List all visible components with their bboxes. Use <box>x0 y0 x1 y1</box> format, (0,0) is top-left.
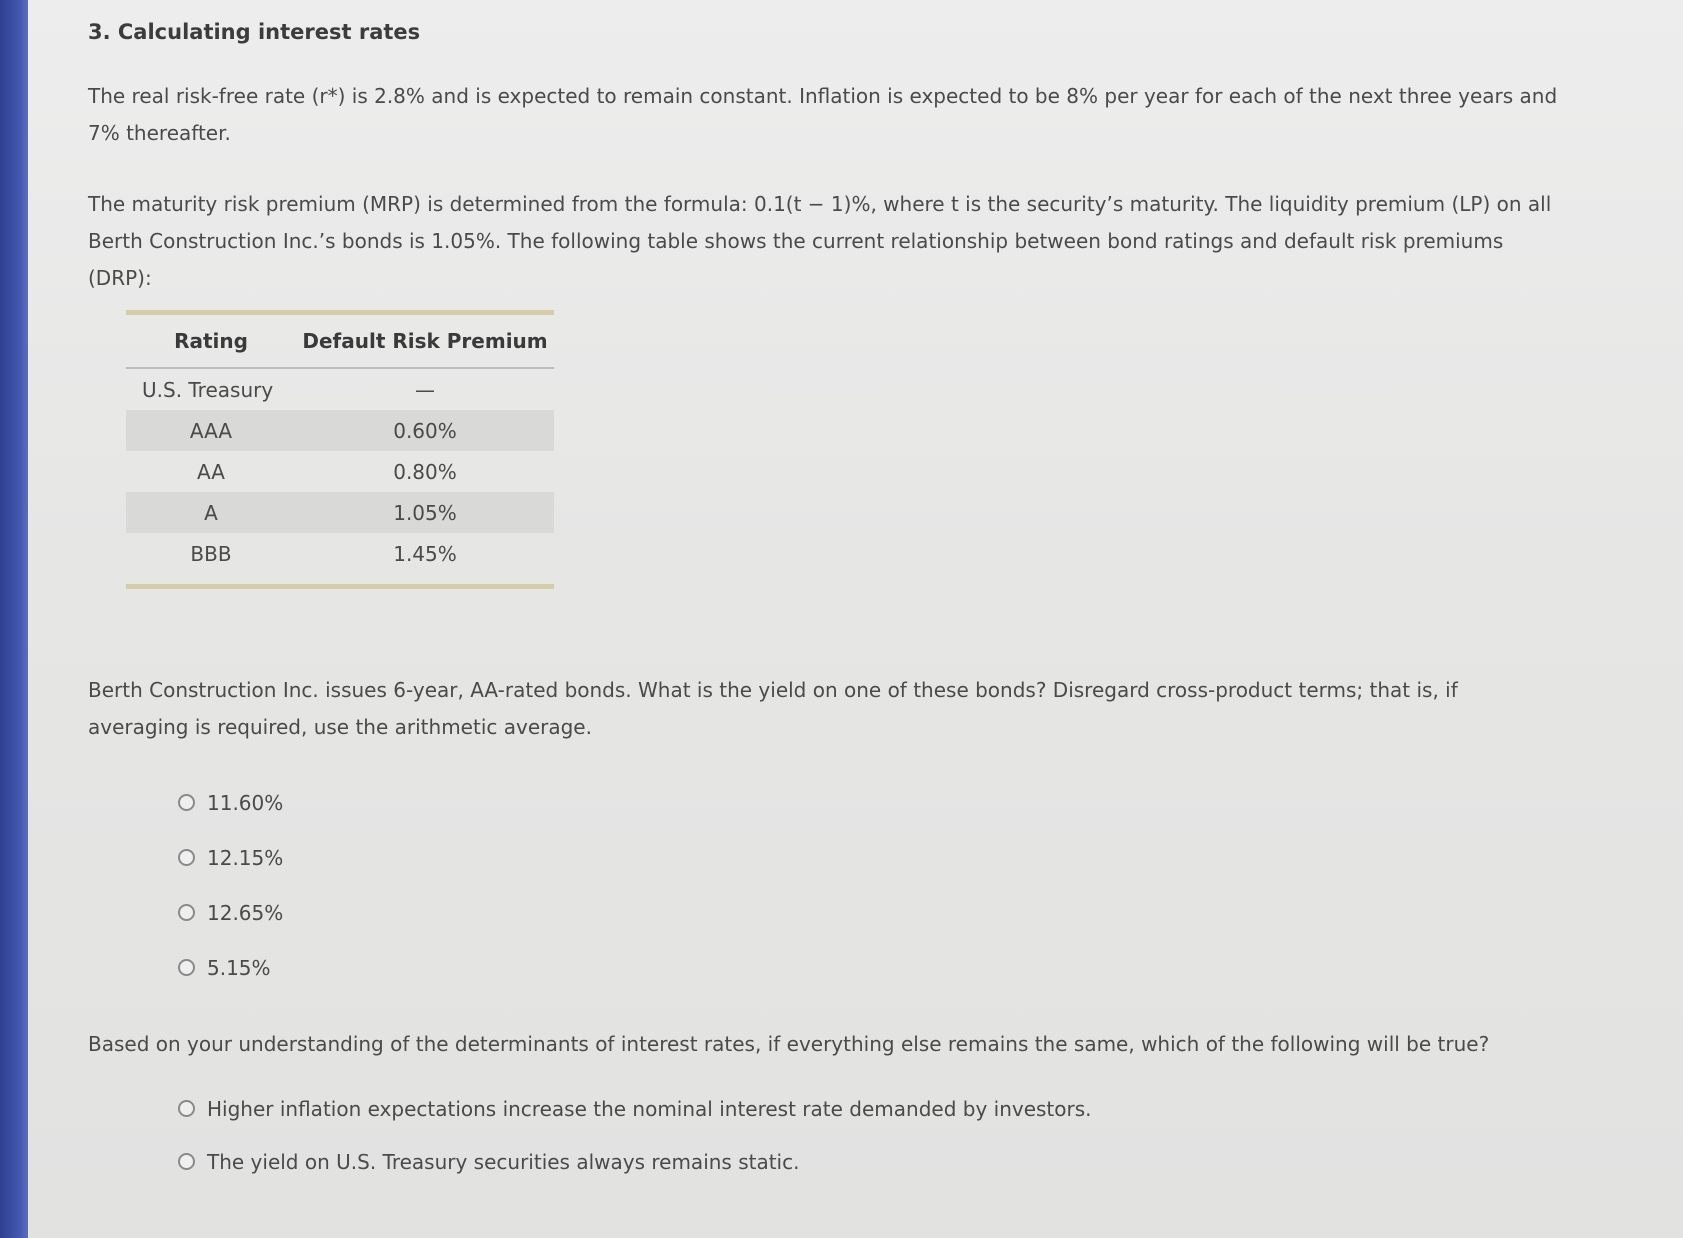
question-heading: 3. Calculating interest rates <box>88 20 421 44</box>
radio-button[interactable] <box>178 794 195 811</box>
answer-option[interactable] <box>178 775 283 830</box>
drp-cell: 0.80% <box>393 459 457 484</box>
drp-cell: — <box>415 377 435 402</box>
radio-button[interactable] <box>178 1153 195 1170</box>
drp-table <box>126 310 554 589</box>
rating-cell: AAA <box>189 418 233 443</box>
yield-answer-options <box>178 775 283 995</box>
intro-paragraph: The real risk-free rate (r*) is 2.8% and is expected to remain constant. Inflation is expected to be 8% per year for each of the next three years and 7% thereafter. <box>88 84 1558 145</box>
option-label: Higher inflation expectations increase the nominal interest rate demanded by investors. <box>207 1096 1092 1121</box>
table-header <box>126 315 554 369</box>
header-rating: Rating <box>174 329 248 353</box>
radio-button[interactable] <box>178 849 195 866</box>
drp-cell: 1.45% <box>393 541 457 566</box>
rating-cell: U.S. Treasury <box>142 377 274 402</box>
premium-paragraph: The maturity risk premium (MRP) is determined from the formula: 0.1(t − 1)%, where t is the security’s maturity. The liquidity premium (LP) on all Berth Construction Inc.’s bonds is 1.05%. The following table shows the current relationship between bond ratings and default risk premiums (DRP): <box>88 192 1552 290</box>
question-page <box>28 0 1683 1238</box>
answer-option[interactable] <box>178 1135 1092 1188</box>
table-row <box>126 369 554 410</box>
table-row <box>126 410 554 451</box>
table-row <box>126 492 554 533</box>
answer-option[interactable] <box>178 1082 1092 1135</box>
option-label: 5.15% <box>207 955 271 980</box>
table-row <box>126 533 554 574</box>
rating-cell: A <box>204 500 218 525</box>
option-label: 12.65% <box>207 900 284 925</box>
table-bottom-rule <box>126 584 554 589</box>
answer-option[interactable] <box>178 885 283 940</box>
radio-button[interactable] <box>178 904 195 921</box>
table-row <box>126 451 554 492</box>
option-label: 11.60% <box>207 790 284 815</box>
answer-option[interactable] <box>178 940 283 995</box>
answer-option[interactable] <box>178 830 283 885</box>
option-label: 12.15% <box>207 845 284 870</box>
rating-cell: AA <box>197 459 225 484</box>
option-label: The yield on U.S. Treasury securities always remains static. <box>207 1149 800 1174</box>
header-drp: Default Risk Premium <box>302 329 548 353</box>
drp-cell: 0.60% <box>393 418 457 443</box>
determinants-question: Based on your understanding of the determinants of interest rates, if everything else remains the same, which of the following will be true? <box>88 1032 1490 1056</box>
radio-button[interactable] <box>178 1100 195 1117</box>
determinants-answer-options <box>178 1082 1092 1188</box>
radio-button[interactable] <box>178 959 195 976</box>
drp-cell: 1.05% <box>393 500 457 525</box>
yield-question: Berth Construction Inc. issues 6-year, AA-rated bonds. What is the yield on one of these bonds? Disregard cross-product terms; that is, if averaging is required, use the arithmetic average. <box>88 678 1458 739</box>
rating-cell: BBB <box>190 541 232 566</box>
browser-edge-bar <box>0 0 28 1238</box>
